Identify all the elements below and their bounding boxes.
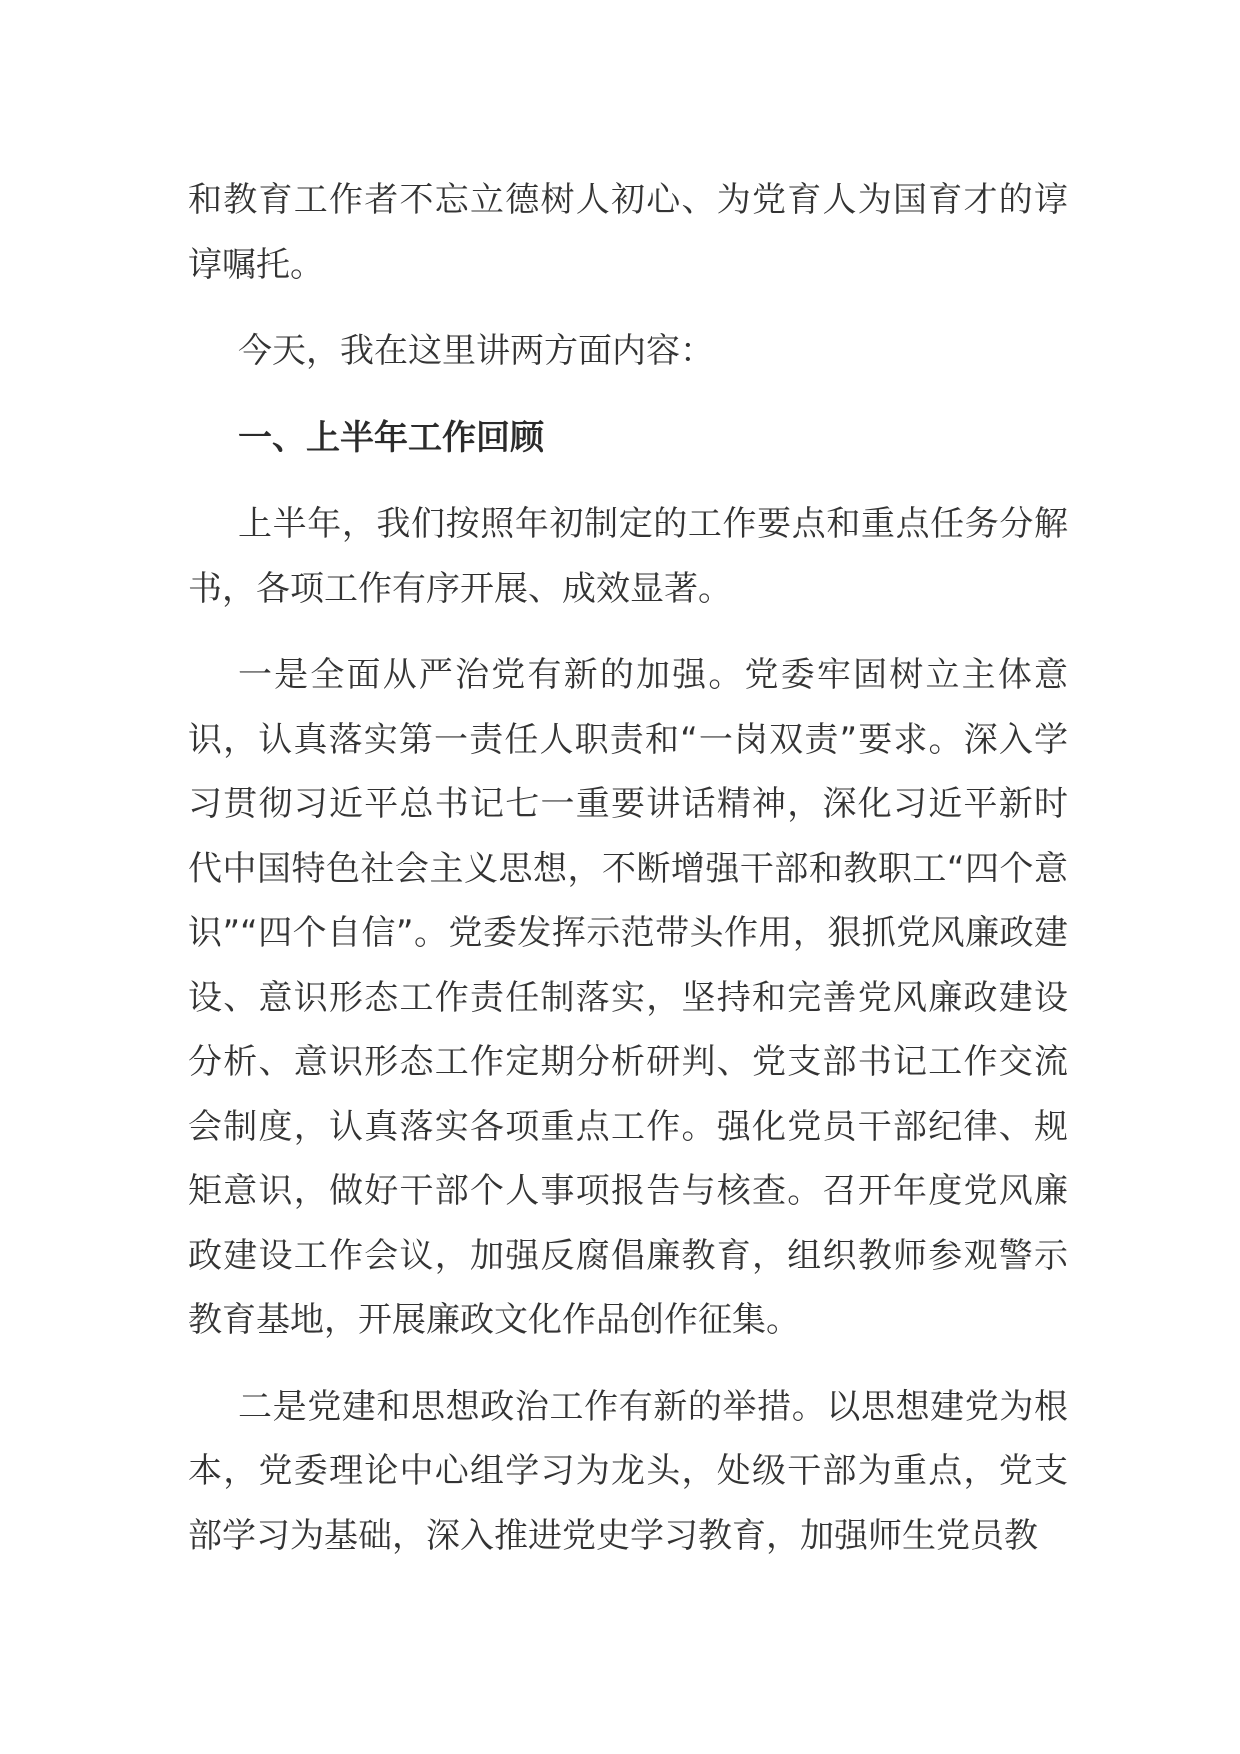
paragraph-intro: 今天，我在这里讲两方面内容： [238,331,714,371]
paragraph-summary: 上半年，我们按照年初制定的工作要点和重点任务分解书，各项工作有序开展、成效显著。 [188,504,1068,609]
paragraph-point-one: 一是全面从严治党有新的加强。党委牢固树立主体意识，认真落实第一责任人职责和“一岗双责”要求。深入学习贯彻习近平总书记七一重要讲话精神，深化习近平新时代中国特色社会主义思想，不断增强干部和教职工“四个意识”“四个自信”。党委发挥示范带头作用，狠抓党风廉政建设、意识形态工作责任制落实，坚持和完善党风廉政建设分析、意识形态工作定期分析研判、党支部书记工作交流会制度，认真落实各项重点工作。强化党员干部纪律、规矩意识，做好干部个人事项报告与核查。召开年度党风廉政建设工作会议，加强反腐倡廉教育，组织教师参观警示教育基地，开展廉政文化作品创作征集。 [188,655,1068,1340]
paragraph-continuation: 和教育工作者不忘立德树人初心、为党育人为国育才的谆谆嘱托。 [188,180,1068,285]
paragraph-point-two: 二是党建和思想政治工作有新的举措。以思想建党为根本，党委理论中心组学习为龙头，处级干部为重点，党支部学习为基础，深入推进党史学习教育，加强师生党员教 [188,1386,1068,1556]
section-heading: 一、上半年工作回顾 [238,417,544,458]
document-body [188,168,1068,1590]
